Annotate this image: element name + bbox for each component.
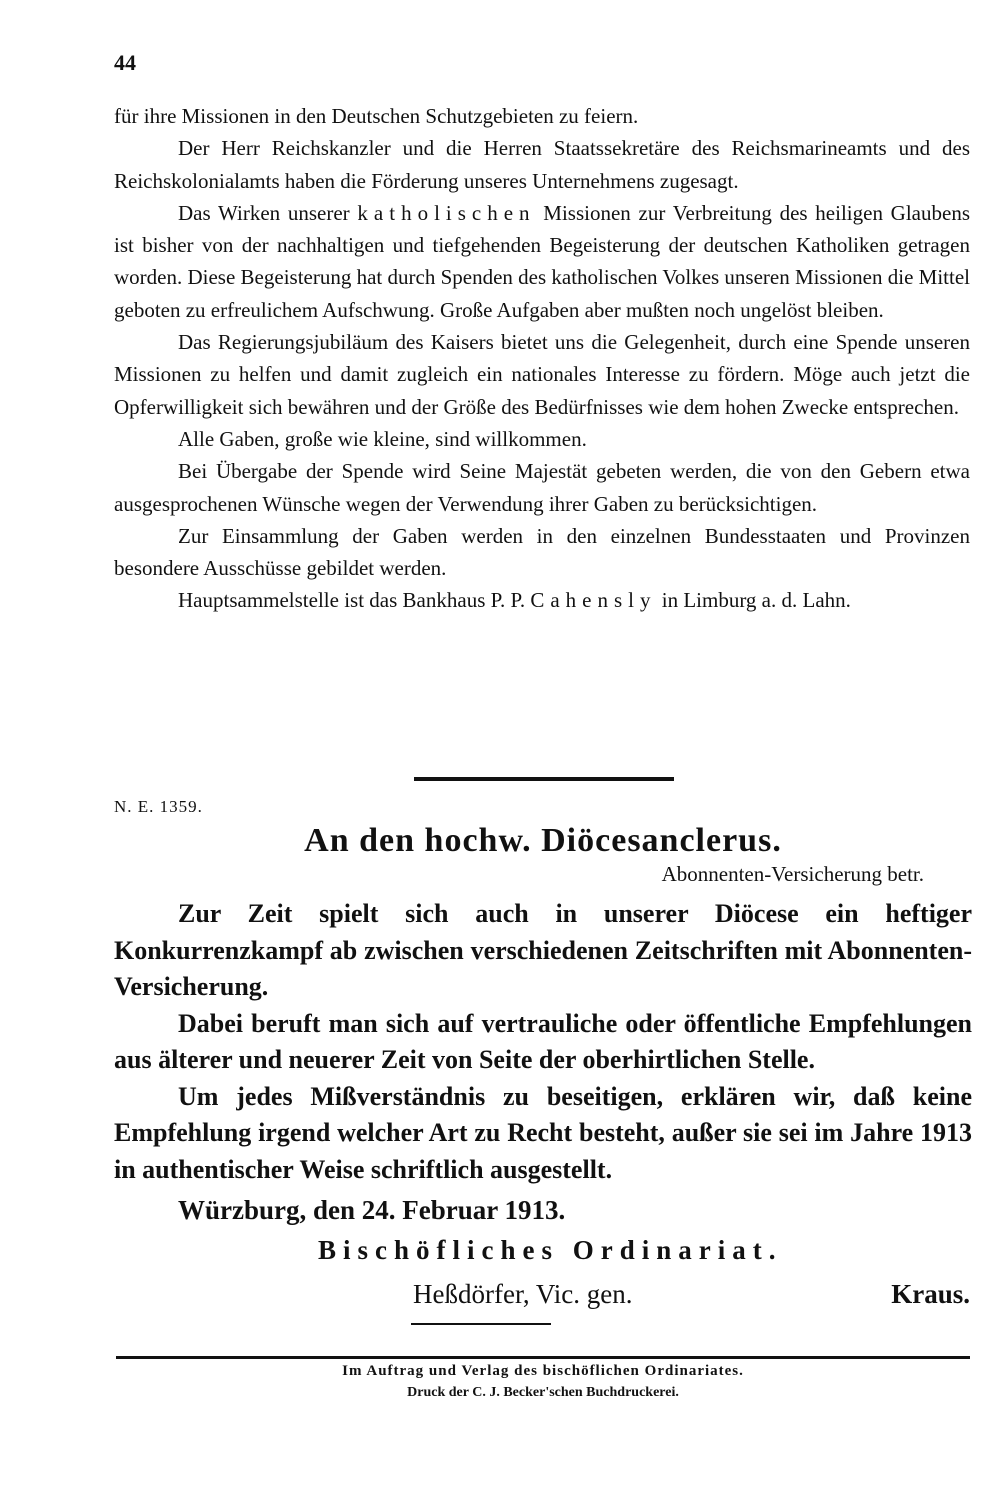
decree-paragraph: Um jedes Mißverständnis zu beseitigen, erklären wir, daß keine Empfehlung irgend welcher Art zu Recht besteht, außer sie sei im Jahre 1913 in authentischer Weise schriftlich ausgestellt. <box>114 1081 972 1184</box>
paragraph <box>114 584 970 616</box>
paragraph <box>114 197 970 326</box>
decree-reference: N. E. 1359. <box>114 797 203 816</box>
emphasized-word: katholischen <box>357 200 536 225</box>
issuing-office: Bischöfliches Ordinariat. <box>318 1235 783 1265</box>
signature-rule <box>411 1323 551 1325</box>
decree-paragraph: Zur Zeit spielt sich auch in unserer Diöcese ein heftiger Konkurrenzkampf ab zwischen verschiedenen Zeitschriften mit Abonnenten-Versicherung. <box>114 899 972 1001</box>
paragraph: Das Regierungsjubiläum des Kaisers bietet uns die Gelegenheit, durch eine Spende unseren Missionen zu helfen und damit zugleich ein nationales Interesse zu fördern. Möge auch jetzt die Opferwilligkeit sich bewähren und der Größe des Bedürfnisses wie dem hohen Zwecke entsprechen. <box>114 330 970 419</box>
printer-line: Druck der C. J. Becker'schen Buchdruckerei. <box>407 1385 679 1400</box>
decree-heading: An den hochw. Diöcesanclerus. <box>304 822 782 859</box>
publisher-line: Im Auftrag und Verlag des bischöflichen Ordinariates. <box>342 1363 744 1379</box>
paragraph: Der Herr Reichskanzler und die Herren Staatssekretäre des Reichsmarineamts und des Reichskolonialamts haben die Förderung unseres Unternehmens zugesagt. <box>114 136 970 193</box>
decree-subject: Abonnenten-Versicherung betr. <box>661 862 924 886</box>
paragraph-text: Das Wirken unserer <box>178 200 350 225</box>
decree-text <box>114 896 972 1188</box>
decree-paragraph: Dabei beruft man sich auf vertrauliche oder öffentliche Empfehlungen aus älterer und neuerer Zeit von Seite der oberhirtlichen Stelle. <box>114 1008 972 1074</box>
paragraph-text: Missionen zur Verbreitung des heiligen Glaubens ist bisher von der nachhaltigen und tiefgehenden Begeisterung der deutschen Katholiken getragen worden. Diese Begeisterung hat durch Spenden des katholischen Volkes unseren Missionen die Mittel geboten zu erfreulichem Aufschwung. Große Aufgaben aber mußten noch ungelöst bleiben. <box>114 200 970 322</box>
paragraph: für ihre Missionen in den Deutschen Schutzgebieten zu feiern. <box>114 104 639 128</box>
signatory-left: Heßdörfer, Vic. gen. <box>413 1279 633 1309</box>
paragraph: Zur Einsammlung der Gaben werden in den einzelnen Bundesstaaten und Provinzen besondere Ausschüsse gebildet werden. <box>114 523 970 581</box>
emphasized-name: Cahensly <box>530 588 657 613</box>
signatory-right: Kraus. <box>891 1279 970 1309</box>
paragraph-text: Hauptsammelstelle ist das Bankhaus P. P. <box>178 588 526 613</box>
paragraph: Alle Gaben, große wie kleine, sind willkommen. <box>178 426 587 451</box>
section-divider <box>414 777 674 781</box>
paragraph: Bei Übergabe der Spende wird Seine Majestät gebeten werden, die von den Gebern etwa ausgesprochenen Wünsche wegen der Verwendung ihrer Gaben zu berücksichtigen. <box>114 459 970 516</box>
appeal-text <box>114 100 970 617</box>
paragraph-text: in Limburg a. d. Lahn. <box>661 588 851 613</box>
date-line: Würzburg, den 24. Februar 1913. <box>178 1195 566 1225</box>
footer-rule <box>116 1356 970 1359</box>
page-number: 44 <box>114 50 136 75</box>
